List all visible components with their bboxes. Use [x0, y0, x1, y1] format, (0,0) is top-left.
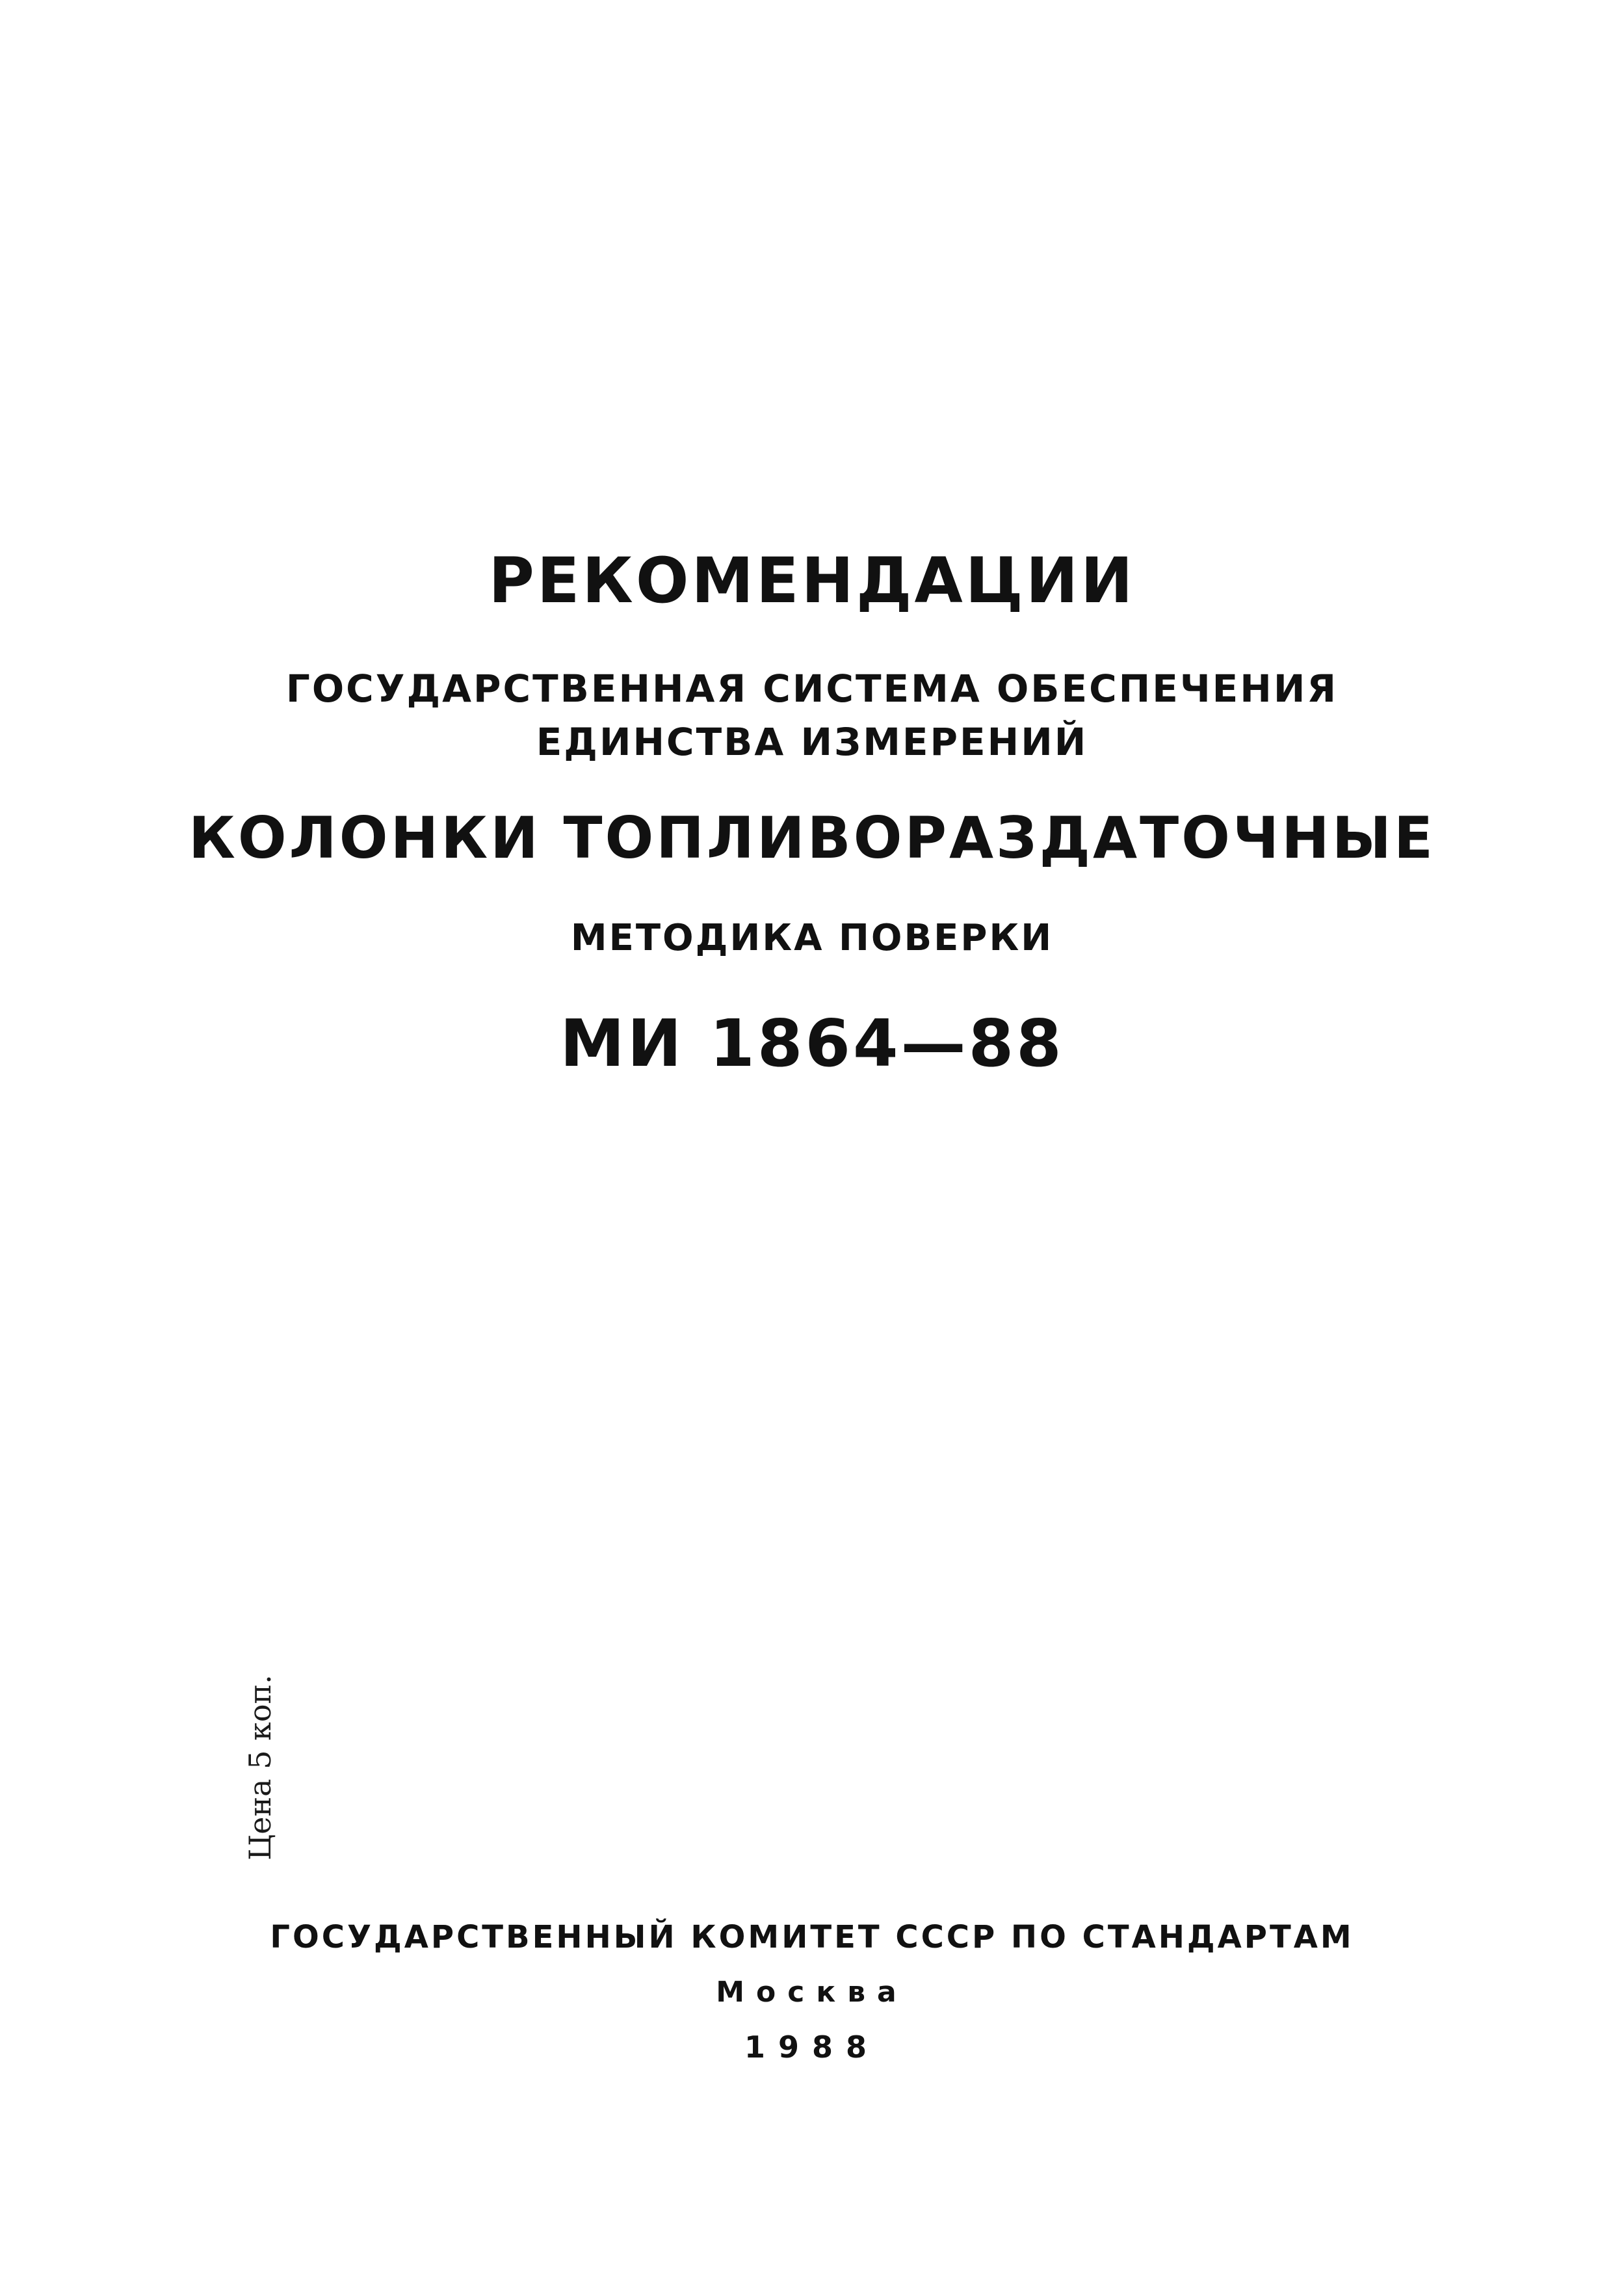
publisher-name: ГОСУДАРСТВЕННЫЙ КОМИТЕТ СССР ПО СТАНДАРТАМ	[270, 1919, 1354, 1955]
publication-year: 1988	[744, 2030, 880, 2065]
system-name-line-1: ГОСУДАРСТВЕННАЯ СИСТЕМА ОБЕСПЕЧЕНИЯ	[285, 667, 1339, 711]
document-title: КОЛОНКИ ТОПЛИВОРАЗДАТОЧНЫЕ	[188, 804, 1436, 871]
document-designation: МИ 1864—88	[560, 1005, 1064, 1081]
document-type-heading: РЕКОМЕНДАЦИИ	[488, 544, 1136, 617]
price-label: Цена 5 коп.	[242, 1674, 278, 1860]
publication-city: Москва	[716, 1976, 908, 2009]
system-name-line-2: ЕДИНСТВА ИЗМЕРЕНИЙ	[536, 720, 1088, 764]
document-subtitle: МЕТОДИКА ПОВЕРКИ	[570, 917, 1054, 959]
